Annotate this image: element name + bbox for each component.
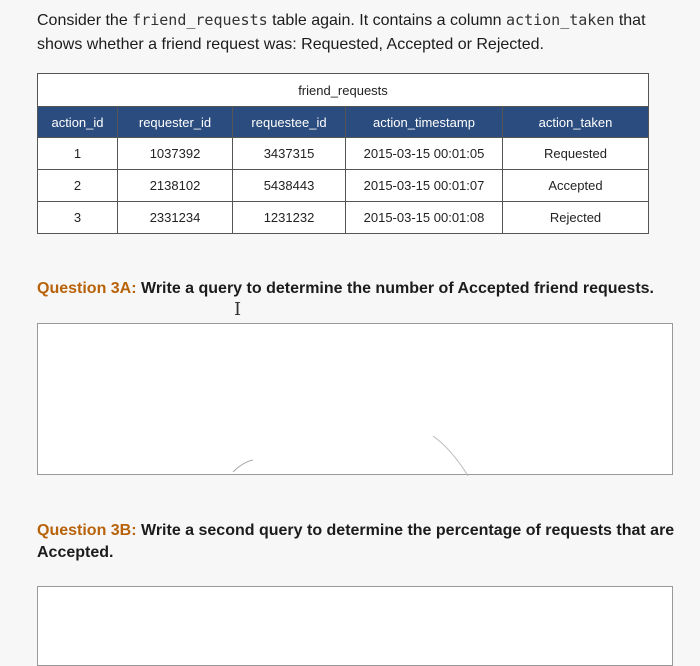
question-3a-text: Write a query to determine the number of Accepted friend requests. [136, 280, 654, 297]
table-name-code: friend_requests [132, 11, 268, 29]
intro-paragraph [37, 8, 687, 57]
header-action-taken: action_taken [503, 107, 649, 138]
question-3b-label: Question 3B: [37, 522, 137, 539]
scratch-marks [38, 324, 674, 476]
table-row [38, 138, 649, 170]
cell-action-timestamp: 2015-03-15 00:01:05 [346, 138, 503, 170]
cell-action-id: 1 [38, 138, 118, 170]
cell-action-id: 3 [38, 202, 118, 234]
question-3a-label: Question 3A: [37, 280, 137, 297]
header-action-id: action_id [38, 107, 118, 138]
table-caption: friend_requests [38, 74, 649, 107]
cell-action-timestamp: 2015-03-15 00:01:07 [346, 170, 503, 202]
header-action-timestamp: action_timestamp [346, 107, 503, 138]
header-requestee-id: requestee_id [233, 107, 346, 138]
cell-action-timestamp: 2015-03-15 00:01:08 [346, 202, 503, 234]
question-3b [37, 520, 677, 564]
intro-text-middle: table again. It contains a column [267, 12, 507, 29]
table-row [38, 170, 649, 202]
answer-3b-textarea[interactable] [37, 586, 673, 666]
intro-text-before: Consider the [37, 12, 133, 29]
cell-requestee-id: 3437315 [233, 138, 346, 170]
table-row [38, 202, 649, 234]
question-3a [37, 278, 677, 300]
table-header-row [38, 107, 649, 138]
cell-action-taken: Requested [503, 138, 649, 170]
cell-action-taken: Accepted [503, 170, 649, 202]
intro-text-after: that shows whether a friend request was: Requested, Accepted or Rejected. [37, 12, 646, 53]
cell-requester-id: 2138102 [118, 170, 233, 202]
cell-action-id: 2 [38, 170, 118, 202]
cell-requester-id: 1037392 [118, 138, 233, 170]
cell-requestee-id: 5438443 [233, 170, 346, 202]
cell-requestee-id: 1231232 [233, 202, 346, 234]
header-requester-id: requester_id [118, 107, 233, 138]
friend-requests-table [37, 73, 649, 234]
answer-3a-textarea[interactable] [37, 323, 673, 475]
cell-requester-id: 2331234 [118, 202, 233, 234]
question-3b-text: Write a second query to determine the percentage of requests that are Accepted. [37, 522, 675, 561]
text-cursor-icon: I [234, 299, 242, 320]
column-name-code: action_taken [506, 11, 615, 29]
cell-action-taken: Rejected [503, 202, 649, 234]
